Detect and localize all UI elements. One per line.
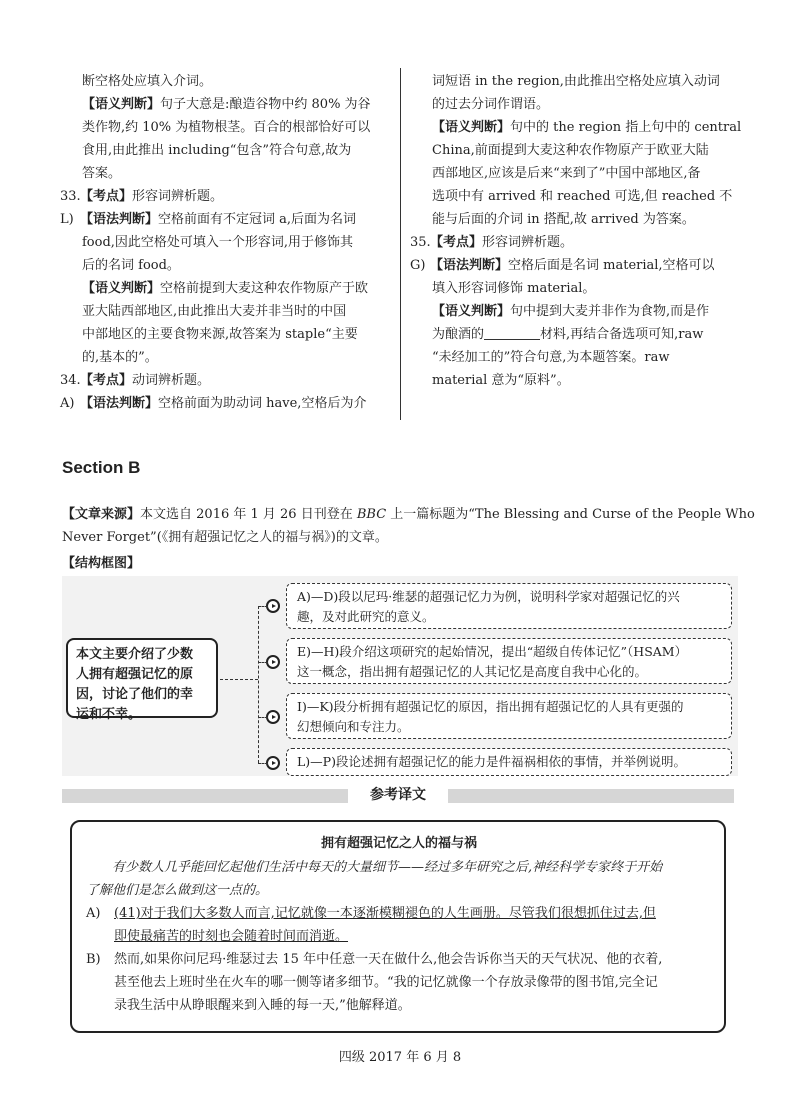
- label-tag: 【语义判断】: [82, 97, 161, 112]
- arrow-icon: [266, 655, 280, 669]
- text-line: A) 【语法判断】空格前面为助动词 have,空格后为介: [60, 392, 390, 415]
- text-line: 【语义判断】句子大意是:酿造谷物中约 80% 为谷: [82, 97, 371, 112]
- text-line: 断空格处应填入介词。: [82, 74, 213, 89]
- article-source: 【文章来源】本文选自 2016 年 1 月 26 日刊登在 BBC 上一篇标题为“The Blessing and Curse of the People Who Never Forget”(《拥有超强记忆之人的福与祸》)的文章。: [62, 507, 755, 545]
- text-line: 【语义判断】句中提到大麦并非作为食物,而是作: [432, 304, 710, 319]
- reference-title: 参考译文: [348, 780, 448, 808]
- text-line: 食用,由此推出 including“包含”符合句意,故为: [82, 143, 352, 158]
- column-divider: [400, 68, 401, 420]
- text-line: China,前面提到大麦这种农作物原产于欧亚大陆: [432, 143, 709, 158]
- connector-line: [220, 679, 258, 680]
- text-line: 【语义判断】空格前提到大麦这种农作物原产于欧: [82, 281, 369, 296]
- arrow-icon: [266, 756, 280, 770]
- paragraph-b: B) 然而,如果你问尼玛·维瑟过去 15 年中任意一天在做什么,他会告诉你当天的天气状况、他的衣着, 甚至他去上班时坐在火车的哪一侧等诸多细节。“我的记忆就像一个存放录像带的图书馆,完全记 录我生活中从睁眼醒来到入睡的每一天,”他解释道。: [86, 952, 663, 1013]
- fill-blank: [484, 325, 540, 340]
- text-line: 类作物,约 10% 为植物根茎。百合的根部恰好可以: [82, 120, 371, 135]
- structure-diagram: [62, 576, 738, 776]
- arrow-icon: [266, 599, 280, 613]
- text-line: material 意为“原料”。: [432, 373, 570, 388]
- translation-box: [70, 820, 726, 1033]
- text-line: 的过去分词作谓语。: [432, 97, 550, 112]
- paragraph-a: A) (41)对于我们大多数人而言,记忆就像一本逐渐模糊褪色的人生画册。尽管我们很想抓住过去,但 即使最痛苦的时刻也会随着时间而消逝。: [86, 906, 656, 944]
- text-line: 答案。: [82, 166, 122, 181]
- text-line: 【语义判断】句中的 the region 指上句中的 central: [432, 120, 742, 135]
- text-line: 后的名词 food。: [82, 258, 180, 273]
- paragraph-summary-box: I)—K)段分析拥有超强记忆的原因，指出拥有超强记忆的人具有更强的 幻想倾向和专注力。: [286, 693, 732, 739]
- text-line: 能与后面的介词 in 搭配,故 arrived 为答案。: [432, 212, 695, 227]
- question-heading: 34.【考点】动词辨析题。: [60, 373, 211, 388]
- intro-line: 有少数人几乎能回忆起他们生活中每天的大量细节——经过多年研究之后,神经科学专家终于开始: [112, 860, 663, 875]
- paragraph-summary-box: E)—H)段介绍这项研究的起始情况，提出“超级自传体记忆”（HSAM） 这一概念，指出拥有超强记忆的人其记忆是高度自我中心化的。: [286, 638, 732, 684]
- answer-letter: G): [410, 258, 426, 273]
- text-line: 词短语 in the region,由此推出空格处应填入动词: [432, 74, 720, 89]
- structure-title: 【结构框图】: [62, 556, 141, 571]
- intro-line: 了解他们是怎么做到这一点的。: [86, 883, 269, 898]
- question-heading: 35.【考点】形容词辨析题。: [410, 235, 574, 250]
- text-line: L) 【语法判断】空格前面有不定冠词 a,后面为名词: [60, 208, 390, 231]
- text-line: “未经加工的”符合句意,为本题答案。raw: [432, 350, 670, 365]
- branch-line: [258, 606, 259, 763]
- text-line: food,因此空格处可填入一个形容词,用于修饰其: [82, 235, 354, 250]
- main-idea-box: 本文主要介绍了少数 人拥有超强记忆的原 因，讨论了他们的幸 运和不幸。: [66, 638, 218, 718]
- text-line: G) 【语法判断】空格后面是名词 material,空格可以: [410, 254, 740, 277]
- paragraph-summary-box: L)—P)段论述拥有超强记忆的能力是件福祸相依的事情，并举例说明。: [286, 748, 732, 776]
- text-line: 的,基本的”。: [82, 350, 158, 365]
- answer-letter: A): [60, 396, 75, 411]
- arrow-icon: [266, 710, 280, 724]
- text-line: 中部地区的主要食物来源,故答案为 staple“主要: [82, 327, 358, 342]
- section-heading: Section B: [62, 458, 141, 477]
- text-line: 填入形容词修饰 material。: [432, 281, 596, 296]
- text-line: 西部地区,应该是后来“来到了”中国中部地区,备: [432, 166, 701, 181]
- page-footer: 四级 2017 年 6 月 8: [338, 1050, 462, 1065]
- answer-letter: L): [60, 212, 74, 227]
- paragraph-summary-box: A)—D)段以尼玛·维瑟的超强记忆力为例，说明科学家对超强记忆的兴 趣，及对此研究的意义。: [286, 583, 732, 629]
- right-column: [410, 70, 740, 392]
- text-line: 为酿酒的 材料,再结合备选项可知,raw: [432, 327, 704, 342]
- text-line: 亚大陆西部地区,由此推出大麦并非当时的中国: [82, 304, 347, 319]
- translation-title: 拥有超强记忆之人的福与祸: [320, 835, 477, 850]
- question-heading: 33.【考点】形容词辨析题。: [60, 189, 224, 204]
- left-column: [60, 70, 390, 415]
- text-line: 选项中有 arrived 和 reached 可选,但 reached 不: [432, 189, 733, 204]
